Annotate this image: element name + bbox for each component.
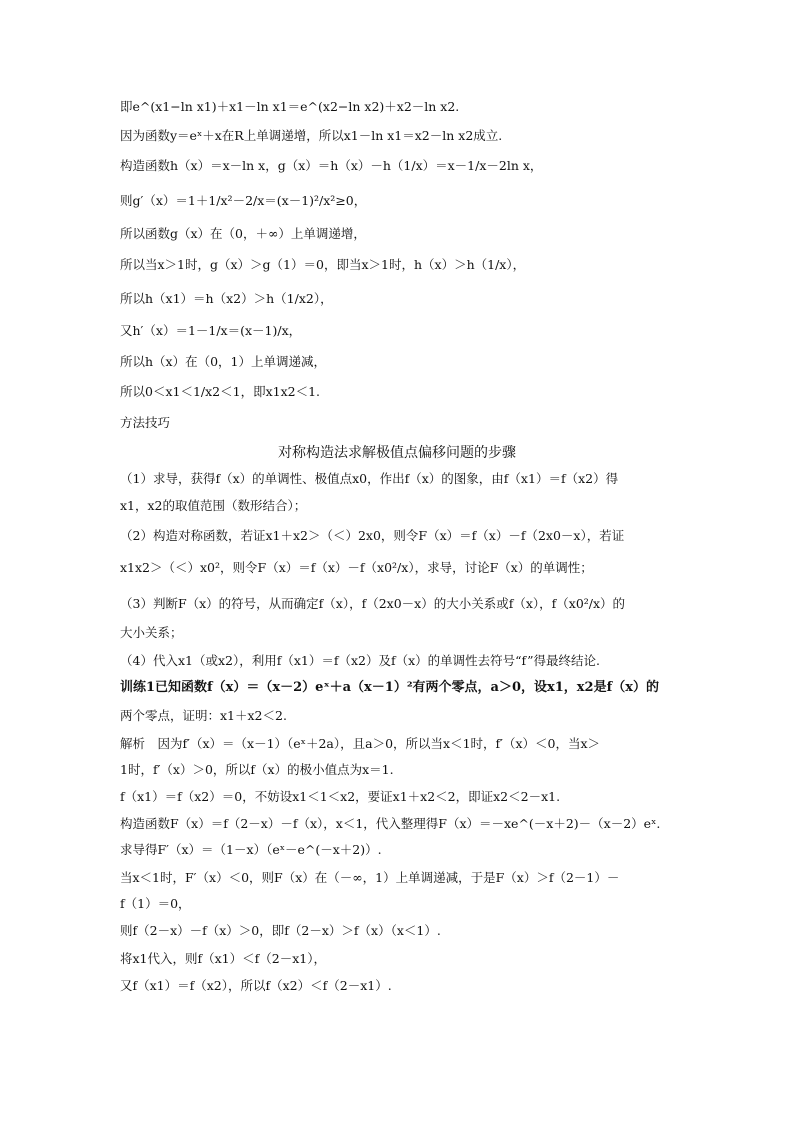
step-line: （4）代入x1（或x2），利用f（x1）＝f（x2）及f（x）的单调性去符号“f”得最终结论. bbox=[120, 653, 600, 668]
step-line: x1x2＞（＜）x0²，则令F（x）＝f（x）－f（x0²/x），求导，讨论F（x）的单调性； bbox=[120, 560, 593, 575]
method-label: 方法技巧 bbox=[120, 415, 171, 430]
proof-line: 所以h（x1）＝h（x2）＞h（1/x2）， bbox=[120, 291, 333, 306]
solution-line: 又f（x1）＝f（x2），所以f（x2）＜f（2－x1）. bbox=[120, 978, 392, 993]
solution-line: 将x1代入，则f（x1）＜f（2－x1）， bbox=[120, 951, 326, 966]
solution-line: 解析 因为f′（x）＝（x－1）（eˣ＋2a），且a＞0，所以当x＜1时，f′（x）＜0，当x＞ bbox=[120, 736, 601, 751]
solution-line: 求导得F′（x）＝（1－x）（eˣ－e^(－x＋2)）. bbox=[120, 842, 382, 857]
step-line: （3）判断F（x）的符号，从而确定f（x），f（2x0－x）的大小关系或f（x），f（x0²/x）的 bbox=[120, 596, 626, 611]
proof-line: 所以当x＞1时，g（x）＞g（1）＝0，即当x＞1时，h（x）＞h（1/x）， bbox=[120, 257, 526, 272]
step-line: （2）构造对称函数，若证x1＋x2＞（＜）2x0，则令F（x）＝f（x）－f（2x0－x），若证 bbox=[120, 528, 625, 543]
proof-line: 构造函数h（x）＝x－ln x，g（x）＝h（x）－h（1/x）＝x－1/x－2ln x， bbox=[120, 158, 543, 173]
method-title: 对称构造法求解极值点偏移问题的步骤 bbox=[278, 445, 516, 461]
proof-line: 又h′（x）＝1－1/x＝(x－1)/x， bbox=[120, 323, 302, 338]
solution-line: f（x1）＝f（x2）＝0，不妨设x1＜1＜x2，要证x1＋x2＜2，即证x2＜2－x1. bbox=[120, 789, 561, 804]
solution-line: 构造函数F（x）＝f（2－x）－f（x），x＜1，代入整理得F（x）＝－xe^(－x＋2)－（x－2）eˣ. bbox=[120, 816, 661, 831]
proof-line: 所以0＜x1＜1/x2＜1，即x1x2＜1. bbox=[120, 384, 321, 399]
step-line: 大小关系； bbox=[120, 625, 183, 640]
proof-line: 则g′（x）＝1＋1/x²－2/x＝(x－1)²/x²≥0， bbox=[120, 193, 367, 208]
step-line: x1，x2的取值范围（数形结合）； bbox=[120, 498, 307, 513]
step-line: （1）求导，获得f（x）的单调性、极值点x0，作出f（x）的图象，由f（x1）＝f（x2）得 bbox=[120, 471, 619, 486]
proof-line: 所以函数g（x）在（0，＋∞）上单调递增， bbox=[120, 226, 366, 241]
proof-line: 即e^(x1−ln x1)＋x1－ln x1＝e^(x2−ln x2)＋x2－ln x2. bbox=[120, 99, 460, 114]
solution-line: 当x＜1时，F′（x）＜0，则F（x）在（－∞，1）上单调递减，于是F（x）＞f（2－1）－ bbox=[120, 870, 620, 885]
training-line: 训练1已知函数f（x）＝（x－2）eˣ＋a（x－1）²有两个零点，a＞0，设x1，x2是f（x）的 bbox=[120, 680, 659, 695]
training-line: 两个零点，证明：x1＋x2＜2. bbox=[120, 708, 287, 723]
proof-line: 所以h（x）在（0，1）上单调递减， bbox=[120, 354, 327, 369]
solution-line: 则f（2－x）－f（x）＞0，即f（2－x）＞f（x）（x＜1）. bbox=[120, 923, 441, 938]
proof-line: 因为函数y＝eˣ＋x在R上单调递增，所以x1－ln x1＝x2－ln x2成立. bbox=[120, 128, 503, 143]
solution-line: f（1）＝0， bbox=[120, 896, 191, 911]
solution-line: 1时，f′（x）＞0，所以f（x）的极小值点为x＝1. bbox=[120, 762, 394, 777]
